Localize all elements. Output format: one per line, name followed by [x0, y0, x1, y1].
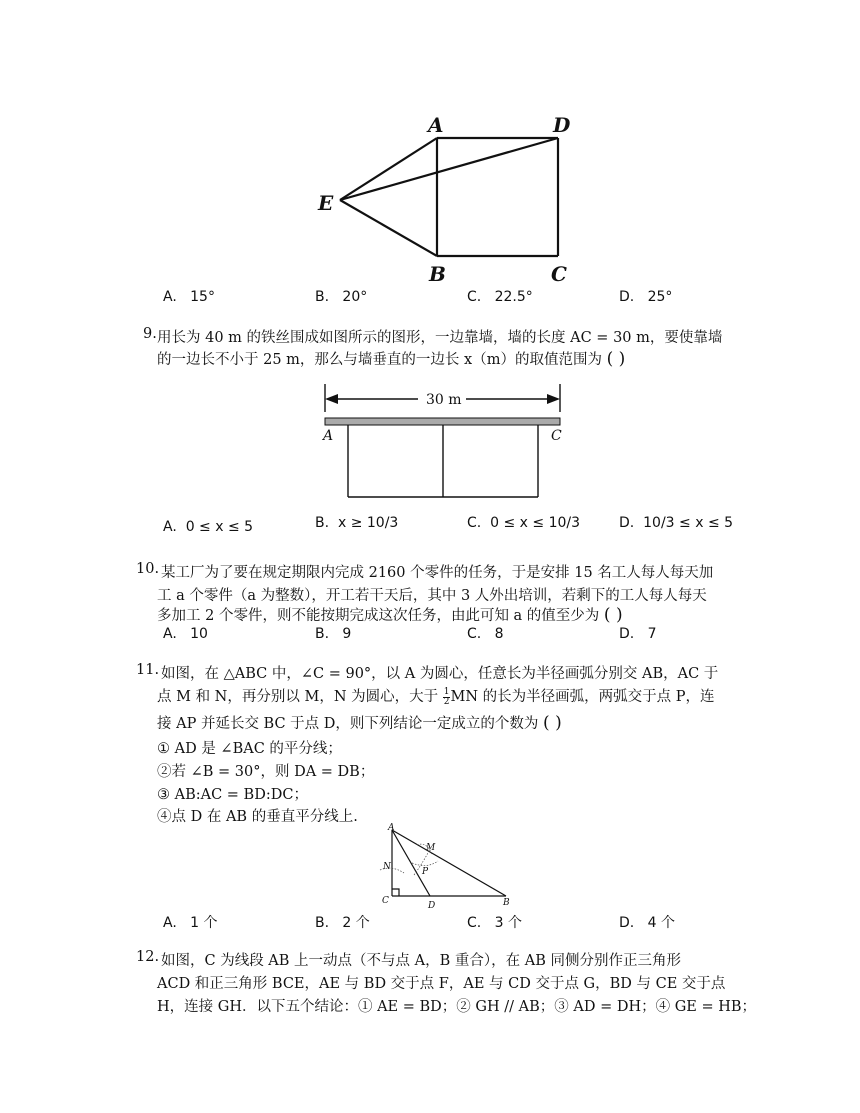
q11-option-c: C. 3 个	[467, 915, 522, 931]
q12-text-line1: 如图，C 为线段 AB 上一动点（不与点 A，B 重合），在 AB 同侧分别作正三角形	[161, 953, 681, 969]
q11-text-line2: 点 M 和 N，再分别以 M，N 为圆心，大于 $\frac{1}{2}$ MN 的长为半径画弧，两弧交于点 P，连	[157, 686, 715, 707]
q11-option-a: A. 1 个	[163, 915, 218, 931]
q8-label-e: E	[318, 191, 334, 215]
q11-label-m: M	[426, 843, 436, 853]
q10-number: 10.	[136, 561, 160, 577]
q9-option-b: B. x ≥ 10/3	[315, 515, 399, 531]
q11-statement-2: ②若 ∠B = 30°，则 DA = DB；	[157, 764, 375, 780]
q10-text-line3: 多加工 2 个零件，则不能按期完成这次任务，由此可知 a 的值至少为 ( )	[157, 605, 623, 625]
q11-label-p: P	[422, 867, 429, 877]
q8-option-b: B. 20°	[315, 289, 368, 305]
q11-number: 11.	[136, 662, 160, 678]
q11-label-b: B	[503, 898, 510, 908]
q11-fraction-half: $\frac{1}{2}$	[443, 686, 450, 707]
q11-label-a: A	[388, 823, 395, 833]
q9-option-d: D. 10/3 ≤ x ≤ 5	[619, 515, 734, 531]
q8-option-a: A. 15°	[163, 289, 215, 305]
q10-option-d: D. 7	[619, 626, 657, 642]
q11-statement-4: ④点 D 在 AB 的垂直平分线上.	[157, 809, 358, 825]
q12-text-line2: ACD 和正三角形 BCE，AE 与 BD 交于点 F，AE 与 CD 交于点 G，BD 与 CE 交于点	[157, 976, 726, 992]
q11-option-b: B. 2 个	[315, 915, 370, 931]
q10-text-line2: 工 a 个零件（a 为整数），开工若干天后，其中 3 人外出培训，若剩下的工人每人每天	[157, 588, 707, 604]
q11-figure	[372, 823, 522, 913]
q11-label-c: C	[382, 896, 389, 906]
q12-text-line3: H，连接 GH．以下五个结论：① AE = BD；② GH // AB；③ AD = DH；④ GE = HB；	[157, 999, 757, 1015]
q8-label-a: A	[428, 113, 444, 137]
q9-option-c: C. 0 ≤ x ≤ 10/3	[467, 515, 581, 531]
q11-label-d: D	[428, 901, 436, 911]
q12-number: 12.	[136, 949, 160, 965]
q10-option-c: C. 8	[467, 626, 504, 642]
q9-label-a: A	[323, 428, 334, 444]
q11-statement-1: ① AD 是 ∠BAC 的平分线；	[157, 741, 342, 757]
q11-statement-3: ③ AB:AC = BD:DC；	[157, 787, 308, 803]
q9-number: 9.	[143, 326, 157, 342]
q9-text-line2: 的一边长不小于 25 m，那么与墙垂直的一边长 x（m）的取值范围为 ( )	[157, 349, 626, 369]
q11-text-line1: 如图，在 △ABC 中，∠C = 90°，以 A 为圆心，任意长为半径画弧分别交 AB，AC 于	[161, 666, 719, 682]
q10-option-a: A. 10	[163, 626, 208, 642]
q9-dimension-label: 30 m	[426, 392, 462, 408]
q11-text-line3: 接 AP 并延长交 BC 于点 D，则下列结论一定成立的个数为 ( )	[157, 713, 562, 733]
q11-option-d: D. 4 个	[619, 915, 675, 931]
q9-label-c: C	[551, 428, 562, 444]
q8-label-d: D	[553, 113, 571, 137]
q9-option-a: A. 0 ≤ x ≤ 5	[163, 519, 254, 535]
q8-option-d: D. 25°	[619, 289, 673, 305]
q11-label-n: N	[383, 862, 391, 872]
q8-option-c: C. 22.5°	[467, 289, 533, 305]
q8-label-b: B	[429, 262, 446, 286]
q9-text-line1: 用长为 40 m 的铁丝围成如图所示的图形，一边靠墙，墙的长度 AC = 30 m，要使靠墙	[157, 330, 723, 346]
q8-figure	[310, 108, 580, 288]
q10-option-b: B. 9	[315, 626, 352, 642]
q8-label-c: C	[551, 262, 567, 286]
q9-figure	[318, 382, 568, 502]
q10-text-line1: 某工厂为了要在规定期限内完成 2160 个零件的任务，于是安排 15 名工人每人每天加	[161, 565, 714, 581]
